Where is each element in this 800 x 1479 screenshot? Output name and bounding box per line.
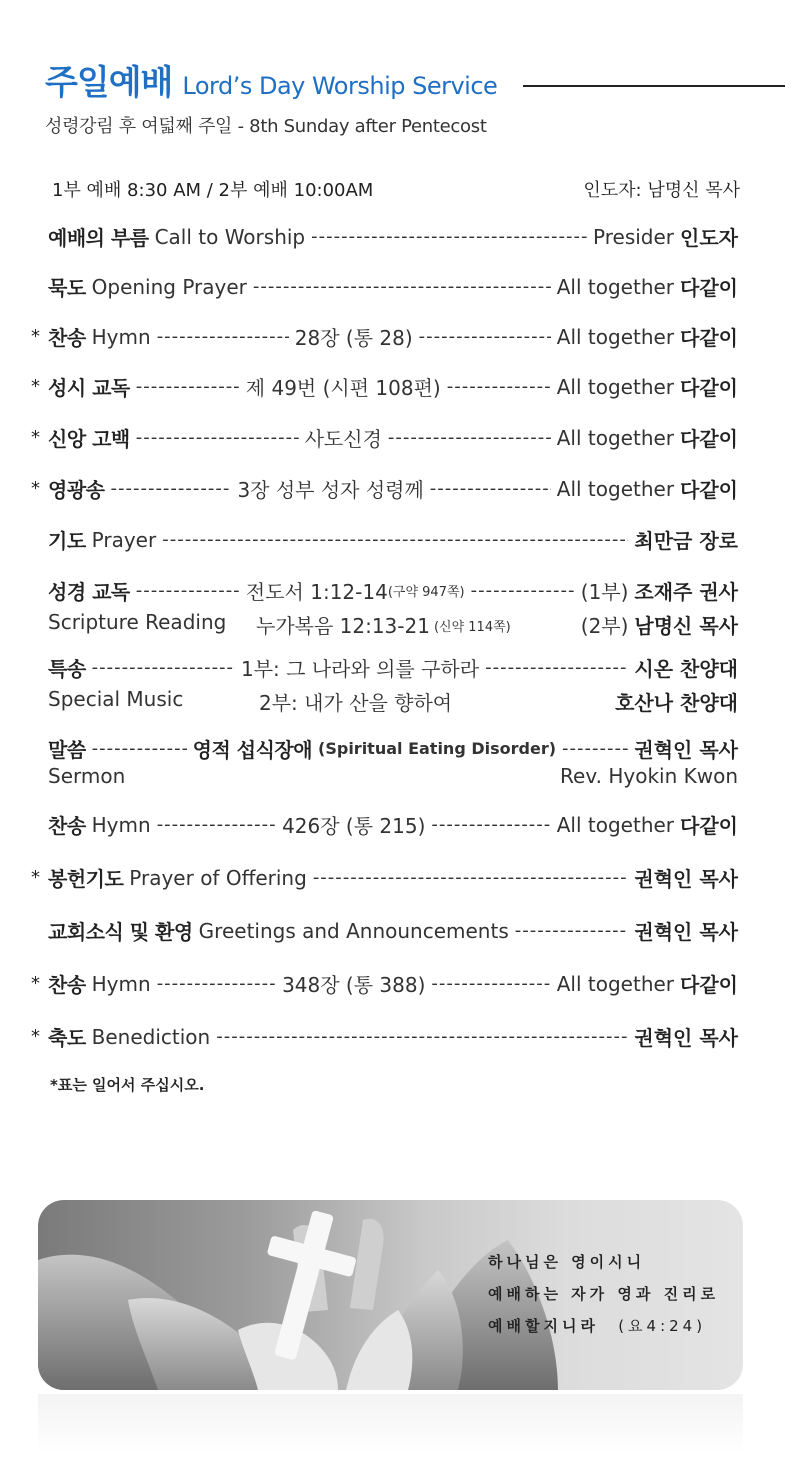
page-title-korean: 주일예배 (45, 63, 173, 103)
presider-label: 인도자: 남명신 목사 (583, 180, 740, 201)
item-title-ko: 신앙 고백 (48, 427, 130, 451)
item-title-en: Scripture Reading (48, 610, 227, 634)
verse-line-3 (488, 1310, 719, 1342)
item-title-ko: 교회소식 및 환영 (48, 920, 193, 944)
header (45, 55, 745, 138)
item-role: All together (556, 274, 675, 299)
item-leader: 최만금 장로 (634, 529, 738, 553)
order-gloria (31, 474, 739, 503)
item-title-ko: 예배의 부름 (48, 226, 149, 250)
item-title-en: Call to Worship (154, 224, 306, 249)
item-title-en: Hymn (91, 812, 151, 837)
order-hymn-2 (48, 810, 738, 839)
leader-dashes (562, 738, 628, 759)
leader-dashes (388, 427, 551, 448)
standing-marker: * (31, 478, 40, 499)
standing-note: *표는 일어서 주십시오. (50, 1076, 205, 1094)
page-subtitle: 성령강림 후 여덟째 주일 - 8th Sunday after Pentecost (45, 116, 487, 137)
item-title-en: Benediction (91, 1024, 211, 1049)
leader-dashes (136, 580, 240, 601)
scripture-reader-1: 조재주 권사 (634, 580, 738, 604)
sermon-title: 영적 섭식장애 (192, 738, 313, 762)
sermon-title-english: (Spiritual Eating Disorder) (318, 739, 557, 758)
item-title-en: Special Music (48, 687, 184, 711)
leader-dashes (430, 478, 551, 499)
item-title-en: Sermon (48, 764, 126, 788)
item-title-en: Opening Prayer (91, 274, 247, 299)
item-title-ko: 영광송 (48, 478, 105, 502)
special-song-1: 1부: 그 나라와 의를 구하라 (240, 657, 480, 681)
leader-dashes (136, 427, 299, 448)
item-detail: 사도신경 (304, 427, 382, 451)
item-detail: 426장 (통 215) (282, 814, 426, 838)
item-title-ko: 찬송 (48, 326, 86, 350)
order-announcements (48, 916, 738, 945)
order-hymn-3 (31, 969, 738, 998)
item-title-ko: 묵도 (48, 276, 86, 300)
item-leader: 다같이 (680, 973, 738, 997)
leader-dashes (157, 814, 276, 835)
verse-line-2: 예배하는 자가 영과 진리로 (488, 1285, 720, 1303)
item-role: All together (556, 971, 675, 996)
item-leader: 다같이 (680, 427, 738, 451)
leader-dashes (157, 973, 276, 994)
item-title-ko: 말씀 (48, 738, 86, 762)
verse-line-1: 하나님은 영이시니 (488, 1253, 646, 1271)
order-prayer (48, 525, 738, 554)
scripture-reading-2: 누가복음 12:13-21 (256, 614, 430, 638)
item-role: All together (556, 476, 675, 501)
leader-dashes (253, 276, 551, 297)
leader-dashes (431, 973, 550, 994)
item-detail: 3장 성부 성자 성령께 (237, 478, 424, 502)
item-title-en: Hymn (91, 324, 151, 349)
standing-marker: * (31, 376, 40, 397)
item-title-en: Hymn (91, 971, 151, 996)
leader-dashes (485, 657, 628, 678)
item-title-ko: 성경 교독 (48, 580, 130, 604)
item-leader: 권혁인 목사 (634, 867, 738, 891)
leader-dashes (110, 478, 231, 499)
verse-reference: (요4:24) (618, 1317, 707, 1335)
item-leader: 다같이 (680, 478, 739, 502)
item-title-ko: 축도 (48, 1026, 86, 1050)
scripture-reader-2: 남명신 목사 (634, 614, 738, 638)
standing-marker: * (31, 1026, 40, 1047)
sermon-preacher: 권혁인 목사 (634, 738, 738, 762)
order-special-music (48, 653, 738, 682)
item-leader: 다같이 (680, 326, 739, 350)
order-creed (31, 423, 738, 452)
item-title-ko: 봉헌기도 (48, 867, 124, 891)
item-title-en: Prayer (91, 527, 157, 552)
item-detail: 제 49번 (시편 108편) (245, 376, 441, 400)
item-detail: 28장 (통 28) (294, 326, 413, 350)
banner-reflection (38, 1394, 743, 1454)
item-leader: 권혁인 목사 (634, 1026, 738, 1050)
item-leader: 다같이 (680, 814, 738, 838)
leader-dashes (419, 326, 551, 347)
service-tag-1: (1부) (580, 580, 629, 604)
order-opening-prayer (48, 272, 738, 301)
order-responsive-reading (31, 372, 738, 401)
item-title-en: Prayer of Offering (129, 865, 307, 890)
page-title-english: Lord’s Day Worship Service (182, 72, 498, 100)
item-title-ko: 기도 (48, 529, 86, 553)
title-row (45, 55, 745, 104)
order-scripture-sub (48, 610, 738, 639)
leader-dashes (136, 376, 240, 397)
item-role: All together (556, 374, 675, 399)
item-title-ko: 성시 교독 (48, 376, 130, 400)
special-song-2: 2부: 내가 산을 향하여 (259, 691, 453, 715)
order-hymn-1 (31, 322, 739, 351)
order-scripture (48, 576, 738, 605)
item-role: All together (556, 425, 675, 450)
bible-verse (488, 1246, 719, 1342)
order-offering-prayer (31, 863, 738, 892)
leader-dashes (92, 738, 187, 759)
choir-1: 시온 찬양대 (634, 657, 738, 681)
leader-dashes (515, 920, 629, 941)
item-leader: 다같이 (680, 376, 738, 400)
service-times: 1부 예배 8:30 AM / 2부 예배 10:00AM (52, 180, 374, 201)
leader-dashes (92, 657, 235, 678)
choir-2: 호산나 찬양대 (615, 691, 738, 715)
verse-line-3-text: 예배할지니라 (488, 1317, 599, 1335)
order-special-music-sub (48, 687, 738, 716)
item-role: All together (556, 324, 675, 349)
item-role: Presider (593, 224, 675, 249)
scripture-reading-1: 전도서 1:12-14 (245, 580, 388, 604)
leader-dashes (447, 376, 551, 397)
item-leader: 권혁인 목사 (634, 920, 738, 944)
order-call-to-worship (48, 222, 738, 251)
item-role: All together (556, 812, 675, 837)
leader-dashes (157, 326, 289, 347)
leader-dashes (311, 226, 587, 247)
item-detail: 348장 (통 388) (282, 973, 426, 997)
standing-marker: * (31, 427, 40, 448)
leader-dashes (471, 580, 575, 601)
leader-dashes (162, 529, 628, 550)
order-sermon (48, 734, 738, 763)
order-sermon-sub (48, 764, 738, 788)
item-leader: 다같이 (680, 276, 738, 300)
scripture-page-2: (신약 114쪽) (433, 620, 511, 635)
standing-marker: * (31, 326, 40, 347)
scripture-page-1: (구약 947쪽) (387, 585, 465, 600)
standing-marker: * (31, 973, 40, 994)
item-title-ko: 찬송 (48, 814, 86, 838)
leader-dashes (216, 1026, 628, 1047)
item-title-ko: 특송 (48, 657, 86, 681)
order-benediction (31, 1022, 738, 1051)
service-tag-2: (2부) (580, 614, 629, 638)
service-times-row (52, 176, 740, 202)
item-title-ko: 찬송 (48, 973, 86, 997)
standing-marker: * (31, 867, 40, 888)
leader-dashes (313, 867, 629, 888)
title-divider (523, 85, 785, 87)
leader-dashes (431, 814, 550, 835)
sermon-preacher-english: Rev. Hyokin Kwon (560, 764, 738, 788)
item-leader: 인도자 (680, 226, 738, 250)
item-title-en: Greetings and Announcements (198, 918, 509, 943)
